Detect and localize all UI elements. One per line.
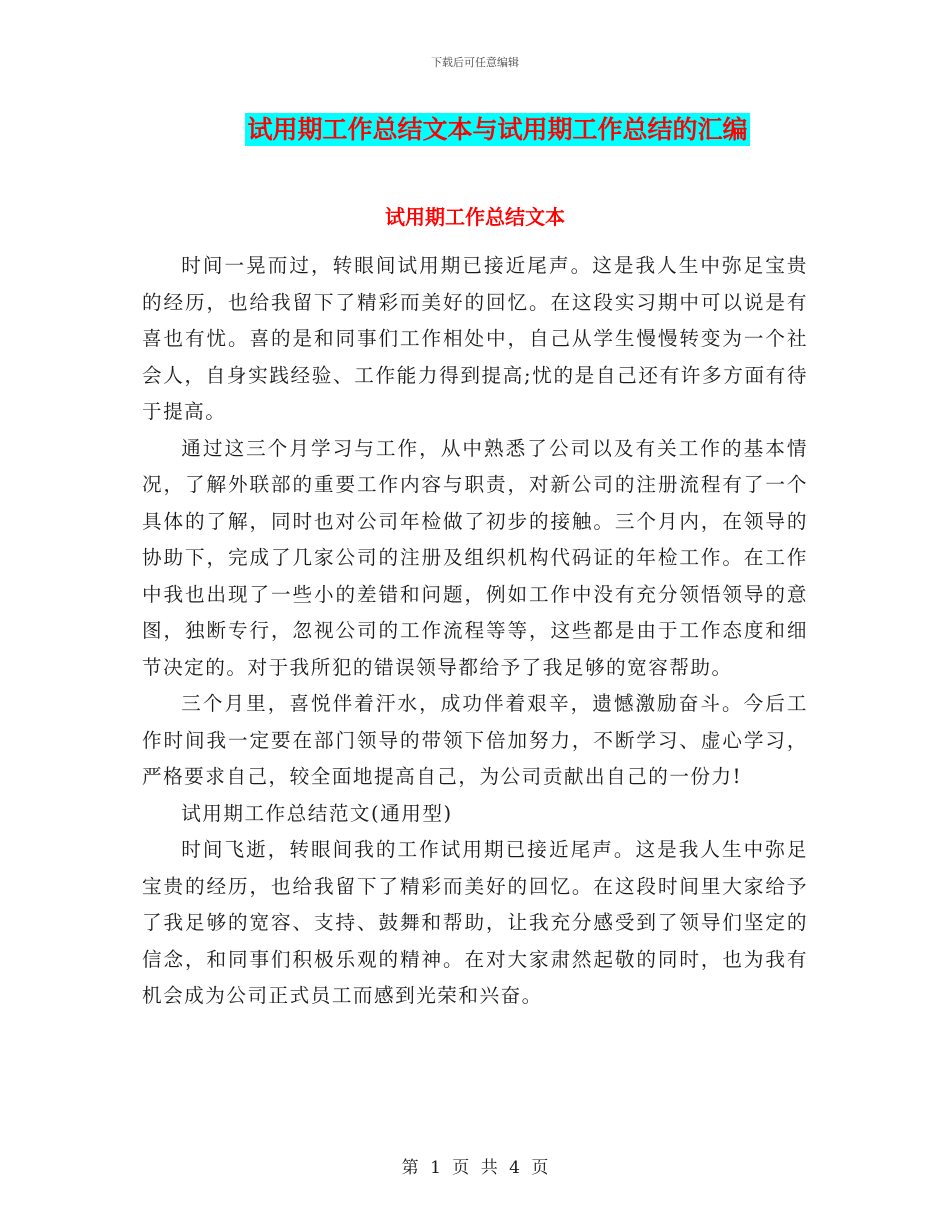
subheading-paragraph: 试用期工作总结范文(通用型) [181, 801, 453, 825]
paragraph-1: 时间一晃而过，转眼间试用期已接近尾声。这是我人生中弥足宝贵的经历，也给我留下了精彩而美好的回忆。在这段实习期中可以说是有喜也有忧。喜的是和同事们工作相处中，自己从学生慢慢转变为一个社会人，自身实践经验、工作能力得到提高;忧的是自己还有许多方面有待于提高。 [142, 254, 808, 423]
document-body [142, 248, 808, 1015]
header-note: 下载后可任意编辑 [431, 56, 519, 69]
paragraph-2: 通过这三个月学习与工作，从中熟悉了公司以及有关工作的基本情况，了解外联部的重要工作内容与职责，对新公司的注册流程有了一个具体的了解，同时也对公司年检做了初步的接触。三个月内，在领导的协助下，完成了几家公司的注册及组织机构代码证的年检工作。在工作中我也出现了一些小的差错和问题，例如工作中没有充分领悟领导的意图，独断专行，忽视公司的工作流程等等，这些都是由于工作态度和细节决定的。对于我所犯的错误领导都给予了我足够的宽容帮助。 [142, 436, 808, 679]
page-footer: 第 1 页 共 4 页 [401, 1158, 549, 1178]
paragraph-5: 时间飞逝，转眼间我的工作试用期已接近尾声。这是我人生中弥足宝贵的经历，也给我留下了精彩而美好的回忆。在这段时间里大家给予了我足够的宽容、支持、鼓舞和帮助，让我充分感受到了领导们坚定的信念，和同事们积极乐观的精神。在对大家肃然起敬的同时，也为我有机会成为公司正式员工而感到光荣和兴奋。 [142, 838, 808, 1007]
main-title-wrap [0, 113, 950, 146]
main-title: 试用期工作总结文本与试用期工作总结的汇编 [247, 115, 748, 144]
section-title: 试用期工作总结文本 [385, 205, 565, 229]
paragraph-3: 三个月里，喜悦伴着汗水，成功伴着艰辛，遗憾激励奋斗。今后工作时间我一定要在部门领导的带领下倍加努力，不断学习、虚心学习，严格要求自己，较全面地提高自己，为公司贡献出自己的一份力! [142, 692, 808, 788]
